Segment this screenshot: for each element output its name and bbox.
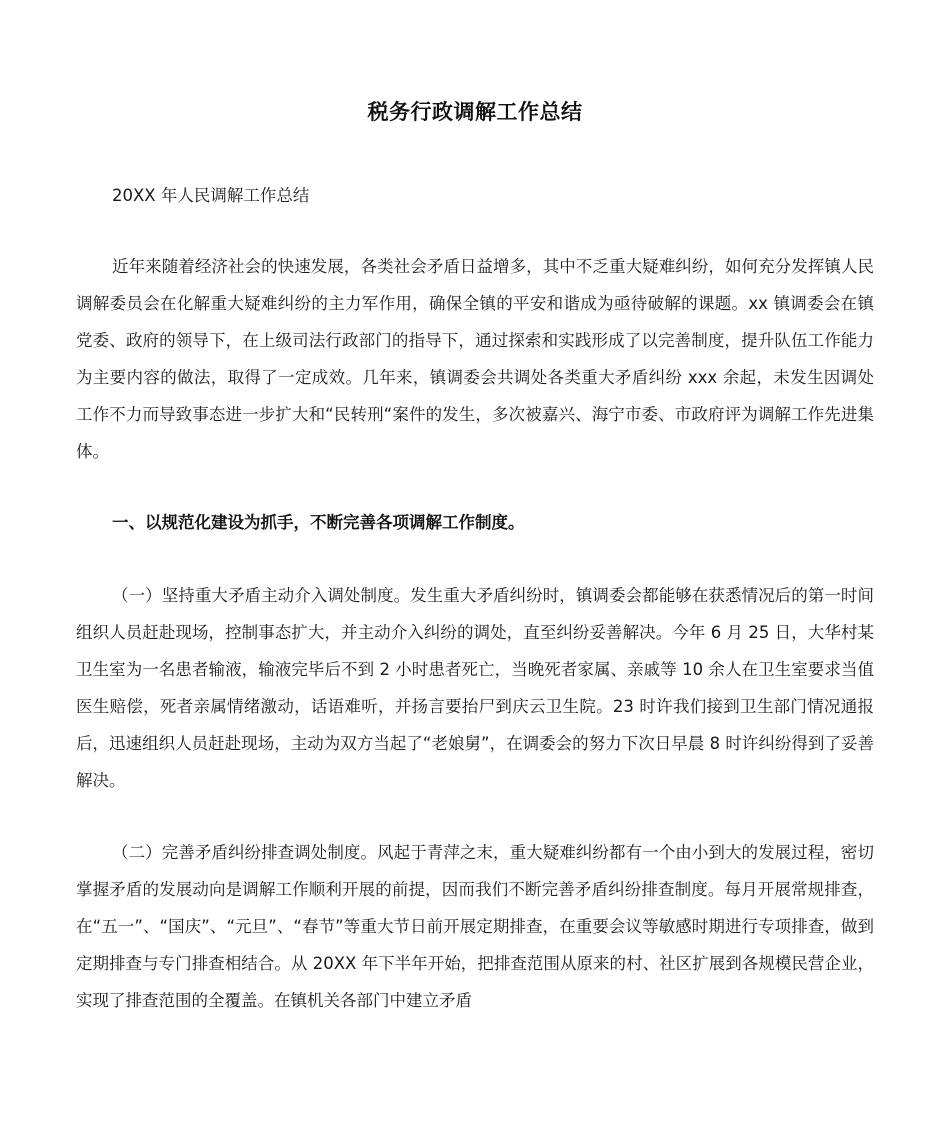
item-one-paragraph: （一）坚持重大矛盾主动介入调处制度。发生重大矛盾纠纷时，镇调委会都能够在获悉情况后的第一时间组织人员赶赴现场，控制事态扩大，并主动介入纠纷的调处，直至纠纷妥善解决。今年 6 月 25 日，大华村某卫生室为一名患者输液，输液完毕后不到 2 小时患者死亡，当晚死者家属、亲戚等 10 余人在卫生室要求当值医生赔偿，死者亲属情绪激动，话语难听，并扬言要抬尸到庆云卫生院。23 时许我们接到卫生部门情况通报后，迅速组织人员赶赴现场，主动为双方当起了“老娘舅”，在调委会的努力下次日早晨 8 时许纠纷得到了妥善解决。 — [76, 586, 874, 790]
document-subtitle: 20XX 年人民调解工作总结 — [112, 186, 310, 205]
intro-paragraph: 近年来随着经济社会的快速发展，各类社会矛盾日益增多，其中不乏重大疑难纠纷，如何充分发挥镇人民调解委员会在化解重大疑难纠纷的主力军作用，确保全镇的平安和谐成为亟待破解的课题。xx 镇调委会在镇党委、政府的领导下，在上级司法行政部门的指导下，通过探索和实践形成了以完善制度，提升队伍工作能力为主要内容的做法，取得了一定成效。几年来，镇调委会共调处各类重大矛盾纠纷 xxx 余起，未发生因调处工作不力而导致事态进一步扩大和“民转刑“案件的发生，多次被嘉兴、海宁市委、市政府评为调解工作先进集体。 — [76, 257, 874, 461]
document-title: 税务行政调解工作总结 — [367, 100, 583, 124]
item-two-paragraph: （二）完善矛盾纠纷排查调处制度。风起于青萍之末，重大疑难纠纷都有一个由小到大的发展过程，密切掌握矛盾的发展动向是调解工作顺利开展的前提，因而我们不断完善矛盾纠纷排查制度。每月开展常规排查，在“五一”、“国庆”、“元旦”、“春节”等重大节日前开展定期排查，在重要会议等敏感时期进行专项排查，做到定期排查与专门排查相结合。从 20XX 年下半年开始，把排查范围从原来的村、社区扩展到各规模民营企业，实现了排查范围的全覆盖。在镇机关各部门中建立矛盾 — [76, 843, 874, 1010]
section-heading: 一、以规范化建设为抓手，不断完善各项调解工作制度。 — [112, 513, 525, 532]
